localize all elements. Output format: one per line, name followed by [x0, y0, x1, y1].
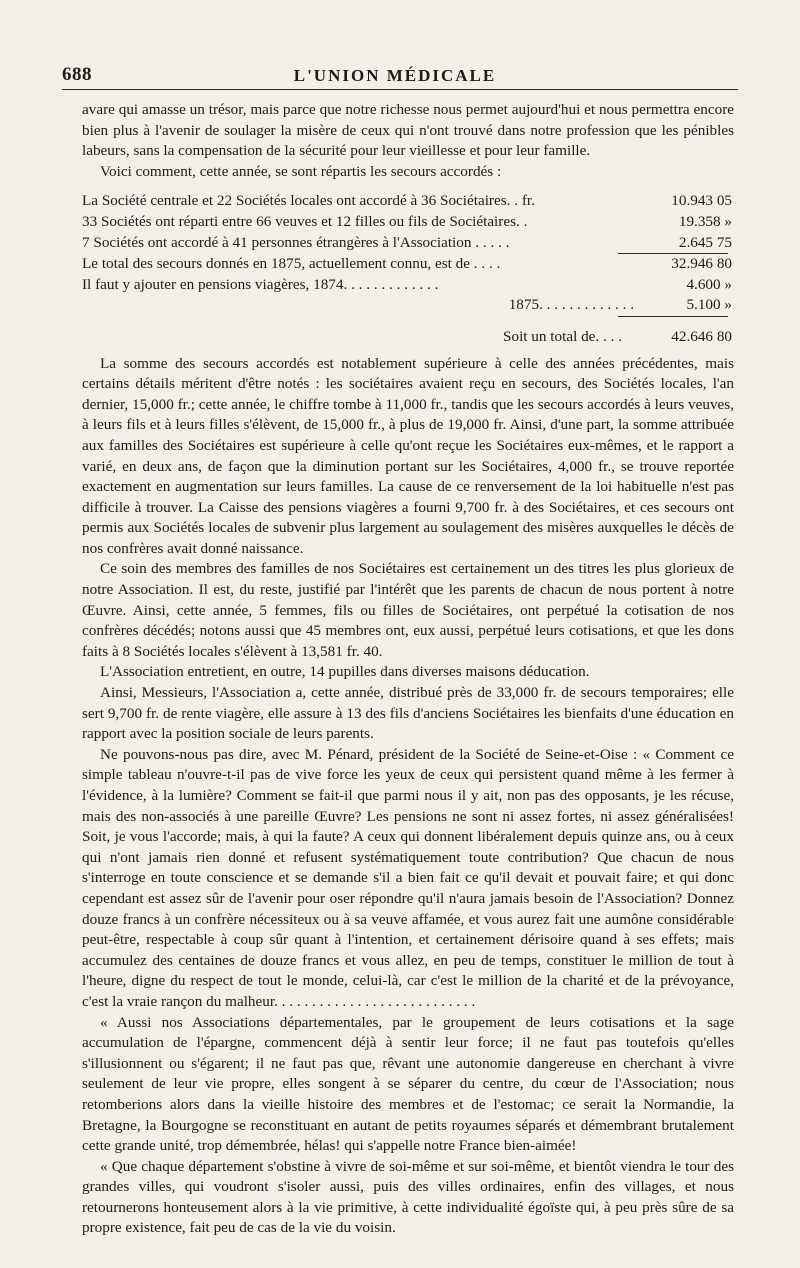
paragraph: La somme des secours accordés est notablement supérieure à celle des années précédentes, mais certains détails méritent d'être notés : les sociétaires avaient reçu en secours, des Sociétés locales, l'an dernier, 15,000 fr.; cette année, le chiffre tombe à 11,000 fr., tandis que les secours accordés à leurs veuves, à leurs fils et à leurs filles s'élèvent, de 15,000 fr., à plus de 19,000 fr. Ainsi, d'une part, la somme attribuée aux familles des Sociétaires est supérieure à celle qu'ont reçue les Sociétaires eux-mêmes, et le rapport a varié, en deux ans, de façon que la diminution portant sur les Sociétaires, 4,000 fr., se trouve reportée exactement en augmentation sur leurs familles. La cause de ce renversement de la loi habituelle n'est pas difficile à trouver. La Caisse des pensions viagères a fourni 9,700 fr. à des Sociétaires, et ces secours ont permis aux Sociétés locales de subvenir plus largement au soulagement des misères auxquelles le décès de nos confrères avait donné naissance.: [82, 354, 734, 557]
row-label: 33 Sociétés ont réparti entre 66 veuves et 12 filles ou fils de Sociétaires. .: [82, 212, 528, 230]
paragraph: Ce soin des membres des familles de nos Sociétaires est certainement un des titres les plus glorieux de notre Association. Il est, du reste, justifié par l'intérêt que les parents de chacun de nous portent à notre Œuvre. Ainsi, cette année, 5 femmes, fils ou filles de Sociétaires, ont perpétué la cotisation de nos confrères décédés; notons aussi que 45 membres ont, eux aussi, perpétué leurs cotisations, et que les dons faits à 8 Sociétés locales s'élèvent à 13,581 fr. 40.: [82, 560, 734, 660]
page-header: [62, 56, 738, 90]
row-amount: 19.358 »: [678, 212, 732, 230]
table-row: [82, 254, 734, 275]
row-amount: 5.100 »: [686, 296, 732, 314]
row-label: 1875. . . . . . . . . . . . .: [508, 296, 634, 314]
row-label: Il faut y ajouter en pensions viagères, 1874. . . . . . . . . . . . .: [82, 275, 439, 293]
table-row: [82, 212, 734, 233]
paragraph: avare qui amasse un trésor, mais parce que notre richesse nous permet aujourd'hui et nous permettra encore bien plus à l'avenir de soulager la misère de ceux qui n'ont trouvé dans notre profession que les pénibles labeurs, sans la compensation de la sécurité pour leur vieillesse et pour leur famille.: [82, 101, 734, 160]
paragraph: « Aussi nos Associations départementales, par le groupement de leurs cotisations et la sage accumulation de l'épargne, commencent déjà à sentir leur force; il ne faut pas toutefois qu'elles s'illusionnent ou s'égarent; il ne faut pas que, rêvant une autonomie dangereuse en cherchant à vivre seulement de leur vie propre, elles songent à se séparer du centre, du cœur de l'Association; nous retomberions alors dans la vieille histoire des membres et de l'estomac; ce serait la Normandie, la Bretagne, la Bourgogne se reconstituant en autant de petits royaumes séparés et démembrant brutalement cette grande unité, trop démembrée, hélas! qui s'appelle notre France bien-aimée!: [82, 1013, 734, 1155]
total-label: Soit un total de. . . .: [503, 327, 622, 345]
table-row: [82, 295, 734, 316]
page-number: 688: [62, 64, 92, 85]
total-amount: 42.646 80: [671, 327, 732, 345]
table-total-row: [82, 327, 734, 348]
article-body: [82, 100, 734, 1239]
relief-table: [82, 191, 734, 347]
row-amount: 2.645 75: [678, 233, 732, 251]
paragraph: Voici comment, cette année, se sont répartis les secours accordés :: [100, 162, 502, 180]
running-title: L'UNION MÉDICALE: [293, 66, 497, 85]
row-label: Le total des secours donnés en 1875, actuellement connu, est de . . . .: [82, 255, 501, 273]
table-row: [82, 275, 734, 296]
paragraph: Ne pouvons-nous pas dire, avec M. Pénard, président de la Société de Seine-et-Oise : « Comment ce simple tableau n'ouvre-t-il pas de vive force les yeux de ceux qui persistent quand même à les fermer à l'évidence, à la lumière? Comment se fait-il que parmi nous il y ait, non pas des opposants, je les récuse, mais des non-associés à une pareille Œuvre? Les pensions ne sont ni assez fortes, ni assez généralisées! Soit, je vous l'accorde; mais, à qui la faute? A ceux qui donnent libéralement depuis quinze ans, ou à ceux qui n'ont jamais rien donné et refusent systématiquement toute contribution? Que chacun de nous s'interroge en toute conscience et se demande s'il a bien fait ce qu'il devait et pouvait faire; et qui donc cependant est assez sûr de l'avenir pour oser répondre qu'il n'aura jamais besoin de l'Association? Donnez douze francs à un confrère nécessiteux ou à sa veuve affamée, et vous aurez fait une aumône considérable peut-être, respectable à coup sûr quant à l'intention, et certainement dérisoire quand à ses effets; mais accumulez des centaines de douze francs et vous allez, en peu de temps, constituer le million de tout à l'heure, digne du respect de tout le monde, celui-là, car c'est le million de la charité et de la prévoyance, c'est la vraie rançon du malheur. . . . . . . . . . . . . . . . . . . . . . . . . . .: [82, 745, 734, 1010]
row-label: La Société centrale et 22 Sociétés locales ont accordé à 36 Sociétaires. . fr.: [82, 192, 535, 210]
row-amount: 4.600 »: [686, 275, 732, 293]
table-row: [82, 191, 734, 212]
row-label: 7 Sociétés ont accordé à 41 personnes étrangères à l'Association . . . . .: [82, 233, 510, 251]
paragraph: Ainsi, Messieurs, l'Association a, cette année, distribué près de 33,000 fr. de secours temporaires; elle sert 9,700 fr. de rente viagère, elle assure à 13 des fils d'anciens Sociétaires les bienfaits d'une éducation en rapport avec la position sociale de leurs parents.: [82, 684, 734, 743]
row-amount: 32.946 80: [671, 255, 732, 273]
paragraph: L'Association entretient, en outre, 14 pupilles dans diverses maisons déducation.: [100, 663, 590, 681]
table-row: [82, 233, 734, 254]
row-amount: 10.943 05: [671, 192, 732, 210]
paragraph: « Que chaque département s'obstine à vivre de soi-même et sur soi-même, et bientôt viendra le tour des grandes villes, qui voudront s'isoler aussi, puis des villes ordinaires, enfin des villages, et nous retournerons honteusement alors à la vie primitive, à cette individualité égoïste qui, à peu près sûre de sa propre existence, fait peu de cas de la vie du voisin.: [82, 1157, 734, 1237]
